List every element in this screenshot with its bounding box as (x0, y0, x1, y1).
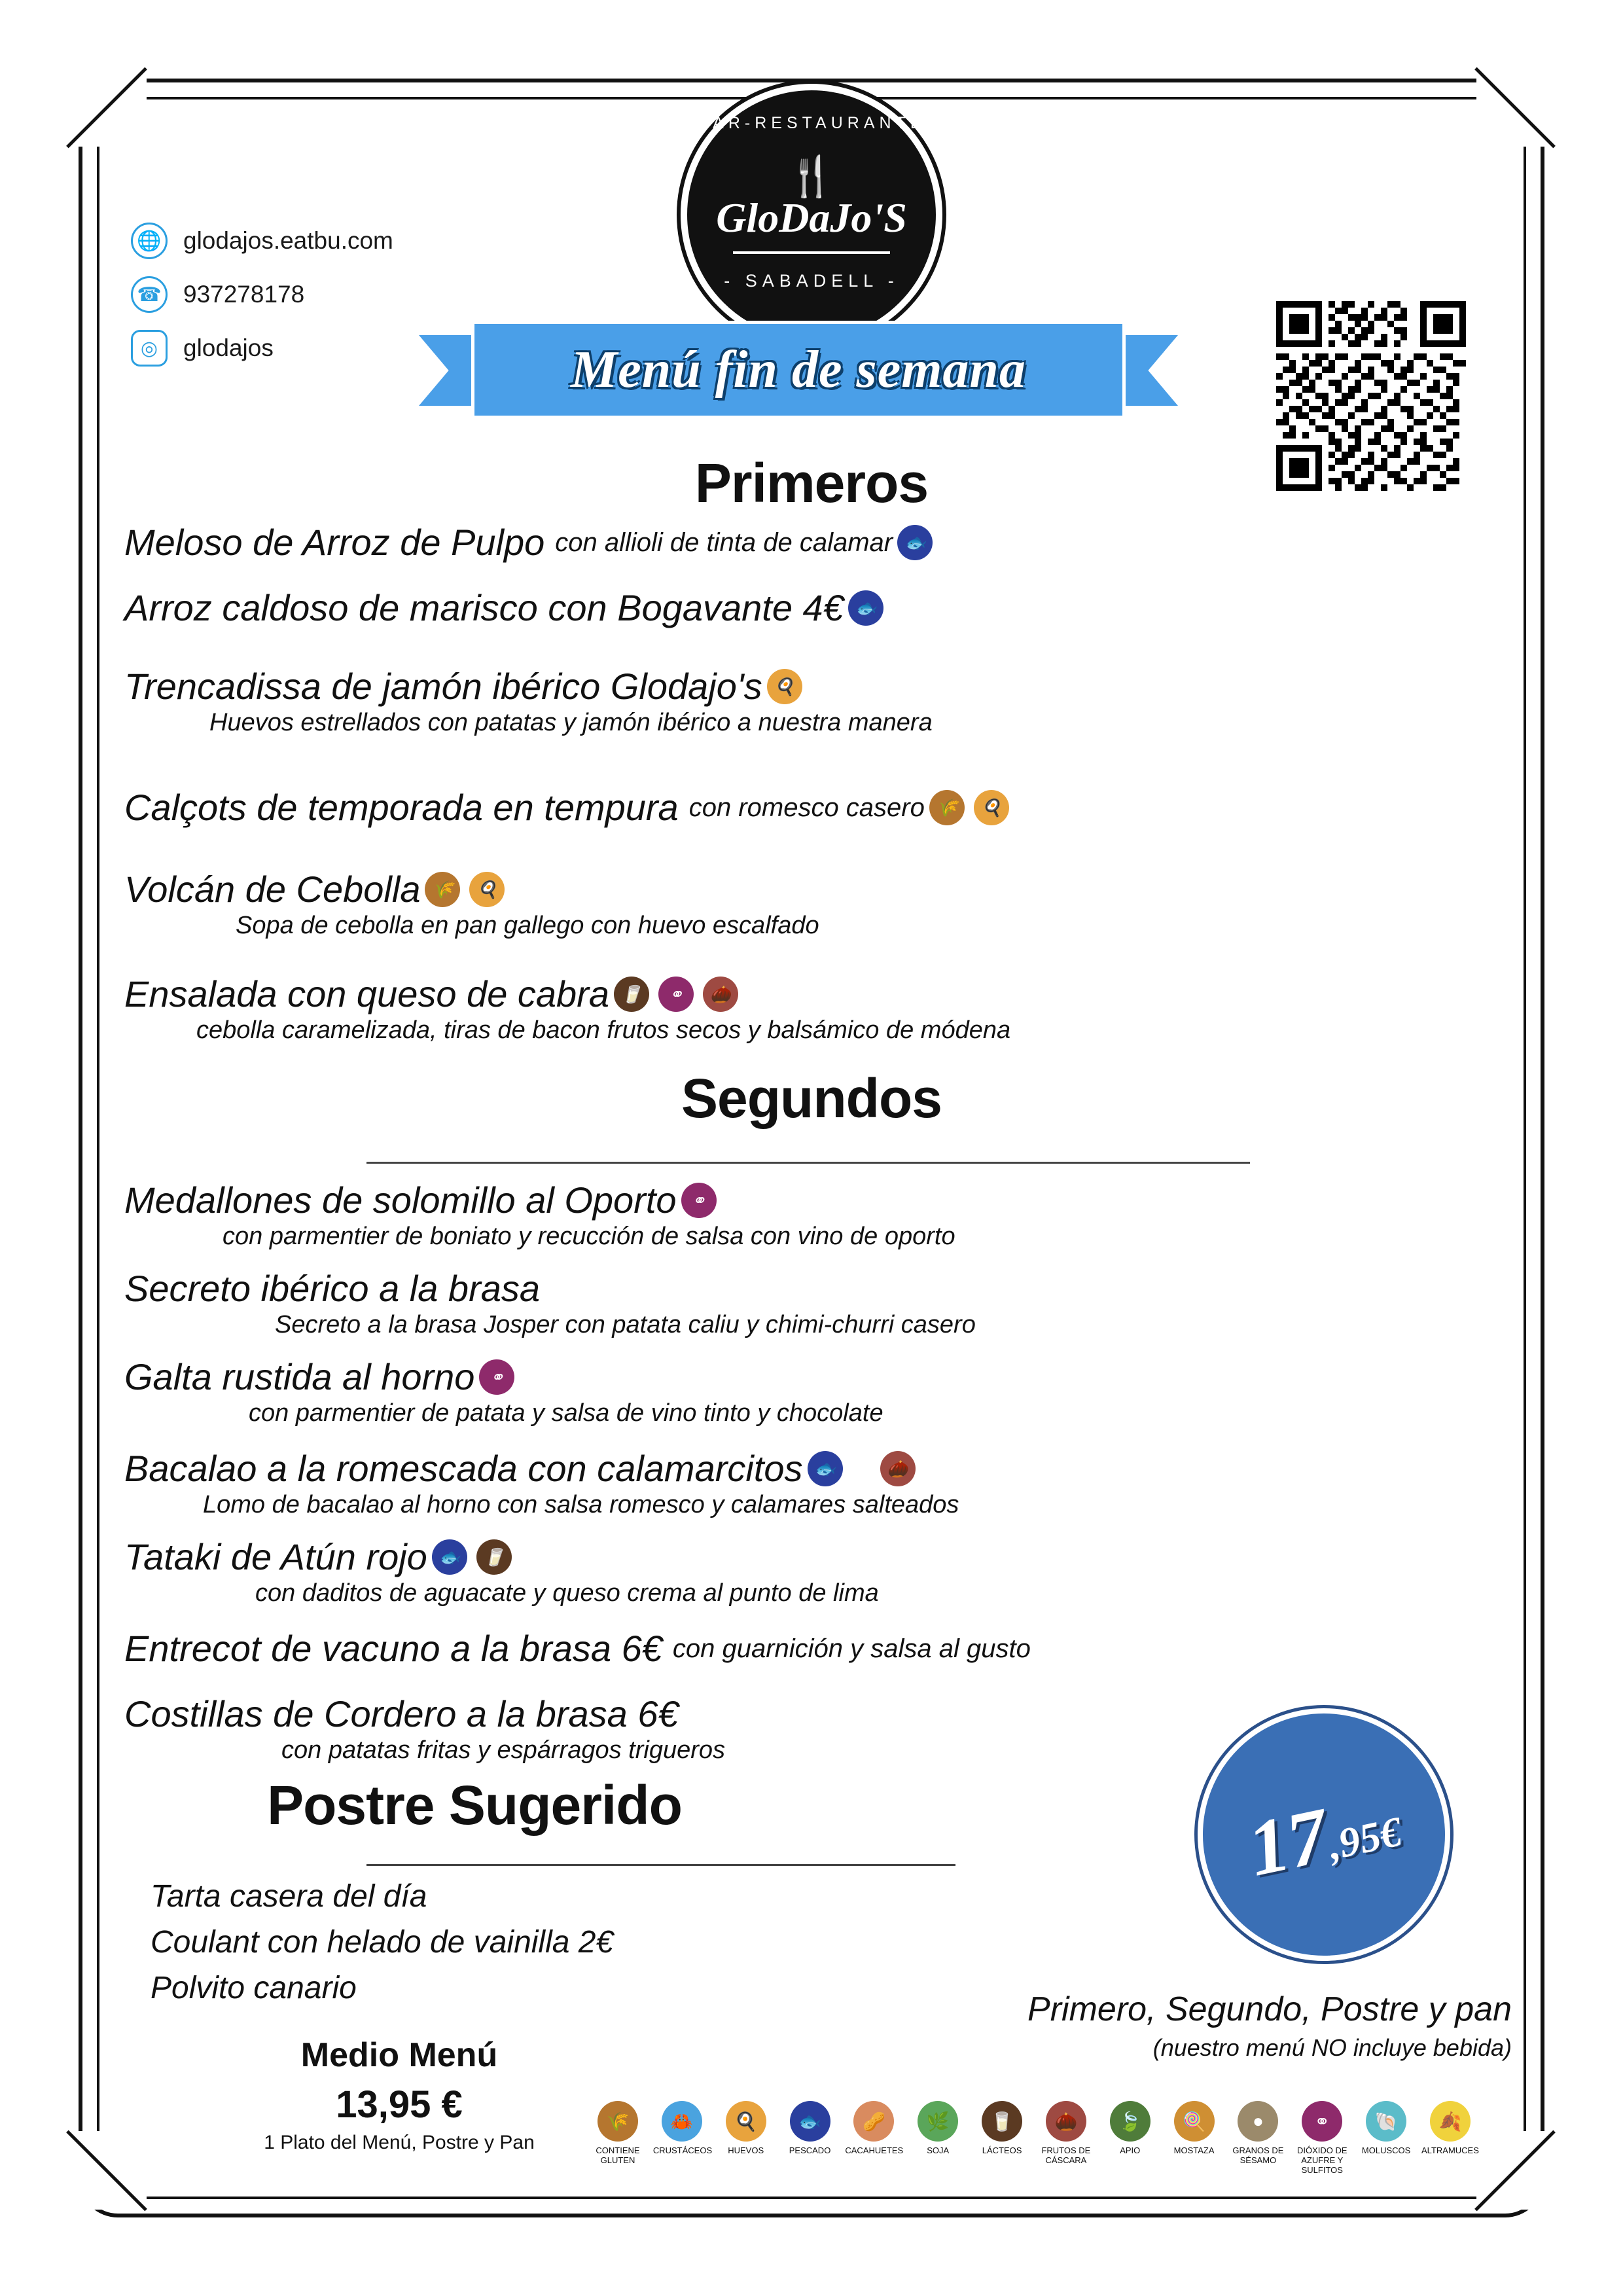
crab-icon: 🦀 (662, 2101, 702, 2142)
legend-label: HUEVOS (728, 2145, 764, 2155)
dish-row (124, 1358, 1518, 1427)
legend-label: FRUTOS DE CÁSCARA (1041, 2145, 1091, 2165)
legend-label: APIO (1120, 2145, 1141, 2155)
banner-title: Menú fin de semana (571, 340, 1026, 399)
dish-description: Secreto a la brasa Josper con patata caliu y chimi-churri casero (275, 1310, 976, 1338)
legend-item (1037, 2101, 1095, 2176)
corner-ornament-top-left (68, 68, 147, 147)
nut-icon: 🌰 (703, 977, 738, 1012)
legend-item (1357, 2101, 1415, 2176)
half-menu-price: 13,95 € (336, 2083, 463, 2126)
legend-item (653, 2101, 711, 2176)
nut-icon: 🌰 (880, 1451, 916, 1486)
sulfite-icon: ⚭ (658, 977, 694, 1012)
dish-description: Lomo de bacalao al horno con salsa romesco y calamares salteados (203, 1490, 959, 1518)
dish-name: Tataki de Atún rojo (124, 1536, 427, 1577)
dish-name: Meloso de Arroz de Pulpo (124, 522, 545, 563)
dessert-item: Polvito canario (151, 1971, 357, 2005)
banner-body (471, 321, 1126, 419)
legend-label: ALTRAMUCES (1421, 2145, 1479, 2155)
dish-name: Secreto ibérico a la brasa (124, 1268, 541, 1309)
legend-item (1293, 2101, 1351, 2176)
legend-label: LÁCTEOS (982, 2145, 1022, 2155)
price-integer: 17 (1240, 1791, 1336, 1893)
dish-name: Galta rustida al horno (124, 1356, 475, 1397)
dish-inline-desc: con allioli de tinta de calamar (555, 528, 893, 558)
legend-label: MOLUSCOS (1361, 2145, 1411, 2155)
dish-row (124, 870, 1518, 940)
fish-icon: 🐟 (808, 1451, 843, 1486)
legend-item (781, 2101, 839, 2176)
egg-icon: 🍳 (767, 669, 802, 704)
dish-inline-desc: con romesco casero (688, 793, 925, 823)
celery-icon: 🍃 (1110, 2101, 1150, 2142)
sesame-icon: ● (1238, 2101, 1278, 2142)
dish-row (124, 789, 1518, 827)
legend-label: MOSTAZA (1173, 2145, 1215, 2155)
corner-ornament-bottom-left (68, 2131, 147, 2210)
logo-city: - SABADELL - (724, 271, 899, 291)
wheat-icon: 🌾 (597, 2101, 638, 2142)
peanut-icon: 🥜 (853, 2101, 894, 2142)
soy-icon: 🌿 (918, 2101, 958, 2142)
dish-row (124, 1630, 1518, 1668)
dish-row (124, 1538, 1518, 1607)
fish-icon: 🐟 (432, 1539, 467, 1575)
section-divider (366, 1864, 955, 1866)
legend-label: DIÓXIDO DE AZUFRE Y SULFITOS (1296, 2145, 1347, 2175)
fish-icon: 🐟 (848, 590, 883, 626)
dish-name: Calçots de temporada en tempura (124, 787, 679, 828)
sulfite-icon: ⚭ (681, 1183, 717, 1218)
restaurant-logo (681, 84, 942, 346)
dish-inline-desc: con guarnición y salsa al gusto (672, 1634, 1031, 1664)
dish-name: Ensalada con queso de cabra (124, 973, 609, 1014)
dish-description: con patatas fritas y espárragos trigueros (281, 1736, 726, 1764)
dish-name: Bacalao a la romescada con calamarcitos (124, 1448, 803, 1489)
dish-name: Trencadissa de jamón ibérico Glodajo's (124, 666, 762, 707)
dish-row (124, 1270, 1518, 1339)
contact-phone[interactable] (131, 276, 550, 313)
dessert-item: Coulant con helado de vainilla 2€ (151, 1925, 614, 1960)
legend-item (845, 2101, 902, 2176)
tagline-main: Primero, Segundo, Postre y pan (1027, 1990, 1512, 2028)
dish-name: Volcán de Cebolla (124, 869, 421, 910)
sulfite-icon: ⚭ (479, 1359, 514, 1395)
dish-name: Entrecot de vacuno a la brasa 6€ (124, 1628, 662, 1669)
logo-top-text: BAR-RESTAURANTE (697, 114, 926, 132)
fork-knife-icon: 🍴 (787, 154, 836, 198)
globe-icon: 🌐 (131, 223, 168, 259)
section-title-segundos: Segundos (681, 1067, 942, 1129)
legend-item (1229, 2101, 1287, 2176)
legend-item (1421, 2101, 1479, 2176)
shell-icon: 🐚 (1366, 2101, 1406, 2142)
egg-icon: 🍳 (469, 872, 505, 907)
dish-name: Medallones de solomillo al Oporto (124, 1179, 677, 1221)
half-menu-description: 1 Plato del Menú, Postre y Pan (264, 2132, 535, 2153)
legend-label: CONTIENE GLUTEN (596, 2145, 640, 2165)
legend-label: SOJA (927, 2145, 950, 2155)
allergen-legend (589, 2101, 1479, 2176)
legend-label: CACAHUETES (845, 2145, 904, 2155)
legend-label: GRANOS DE SÉSAMO (1232, 2145, 1284, 2165)
price-decimal: ,95€ (1324, 1808, 1406, 1869)
milk-icon: 🥛 (476, 1539, 512, 1575)
section-title-primeros: Primeros (694, 452, 929, 514)
legend-item (589, 2101, 647, 2176)
corner-ornament-bottom-right (1476, 2131, 1555, 2210)
instagram-icon: ◎ (131, 330, 168, 367)
dish-description: con parmentier de patata y salsa de vino tinto y chocolate (249, 1399, 883, 1427)
legend-label: CRUSTÁCEOS (652, 2145, 713, 2155)
tagline-sub: (nuestro menú NO incluye bebida) (1152, 2034, 1512, 2061)
dish-description: cebolla caramelizada, tiras de bacon frutos secos y balsámico de módena (196, 1016, 1011, 1044)
section-divider (366, 1162, 1250, 1164)
lupin-icon: 🍂 (1430, 2101, 1471, 2142)
legend-item (1166, 2101, 1223, 2176)
wheat-icon: 🌾 (425, 872, 460, 907)
website-text: glodajos.eatbu.com (183, 227, 393, 254)
half-menu-block (196, 2036, 602, 2154)
dish-row (124, 524, 1518, 562)
section-title-postre: Postre Sugerido (267, 1774, 682, 1836)
corner-ornament-top-right (1476, 68, 1555, 147)
dish-row (124, 668, 1518, 737)
legend-label: PESCADO (789, 2145, 831, 2155)
legend-item (973, 2101, 1031, 2176)
egg-icon: 🍳 (726, 2101, 766, 2142)
egg-icon: 🍳 (974, 790, 1009, 825)
nut-icon: 🌰 (1046, 2101, 1086, 2142)
dish-row (124, 589, 1518, 628)
phone-icon: ☎ (131, 276, 168, 313)
dish-description: Sopa de cebolla en pan gallego con huevo escalfado (236, 911, 819, 939)
logo-name: GloDaJo'S (716, 194, 907, 241)
dish-name: Costillas de Cordero a la brasa 6€ (124, 1693, 679, 1734)
dish-row (124, 1181, 1518, 1251)
legend-item (717, 2101, 775, 2176)
fish-icon: 🐟 (897, 525, 933, 560)
dish-name: Arroz caldoso de marisco con Bogavante 4€ (124, 587, 844, 628)
sulfite-icon: ⚭ (1302, 2101, 1342, 2142)
instagram-text: glodajos (183, 334, 274, 361)
menu-includes-tagline (805, 1990, 1512, 2062)
milk-icon: 🥛 (614, 977, 649, 1012)
contact-website[interactable] (131, 223, 550, 259)
dish-description: con parmentier de boniato y recucción de salsa con vino de oporto (223, 1222, 955, 1250)
half-menu-title: Medio Menú (300, 2036, 498, 2074)
wheat-icon: 🌾 (929, 790, 965, 825)
dessert-item: Tarta casera del día (151, 1879, 427, 1914)
dish-row (124, 1450, 1518, 1519)
dish-description: con daditos de aguacate y queso crema al punto de lima (255, 1579, 879, 1607)
legend-item (909, 2101, 967, 2176)
dish-row (124, 975, 1518, 1045)
dish-description: Huevos estrellados con patatas y jamón ibérico a nuestra manera (209, 708, 933, 736)
logo-divider (733, 251, 890, 254)
fish-icon: 🐟 (790, 2101, 830, 2142)
phone-text: 937278178 (183, 281, 305, 308)
menu-banner (419, 321, 1178, 425)
mustard-icon: 🍭 (1174, 2101, 1215, 2142)
menu-price-badge (1198, 1708, 1450, 1961)
legend-item (1101, 2101, 1159, 2176)
milk-icon: 🥛 (982, 2101, 1022, 2142)
